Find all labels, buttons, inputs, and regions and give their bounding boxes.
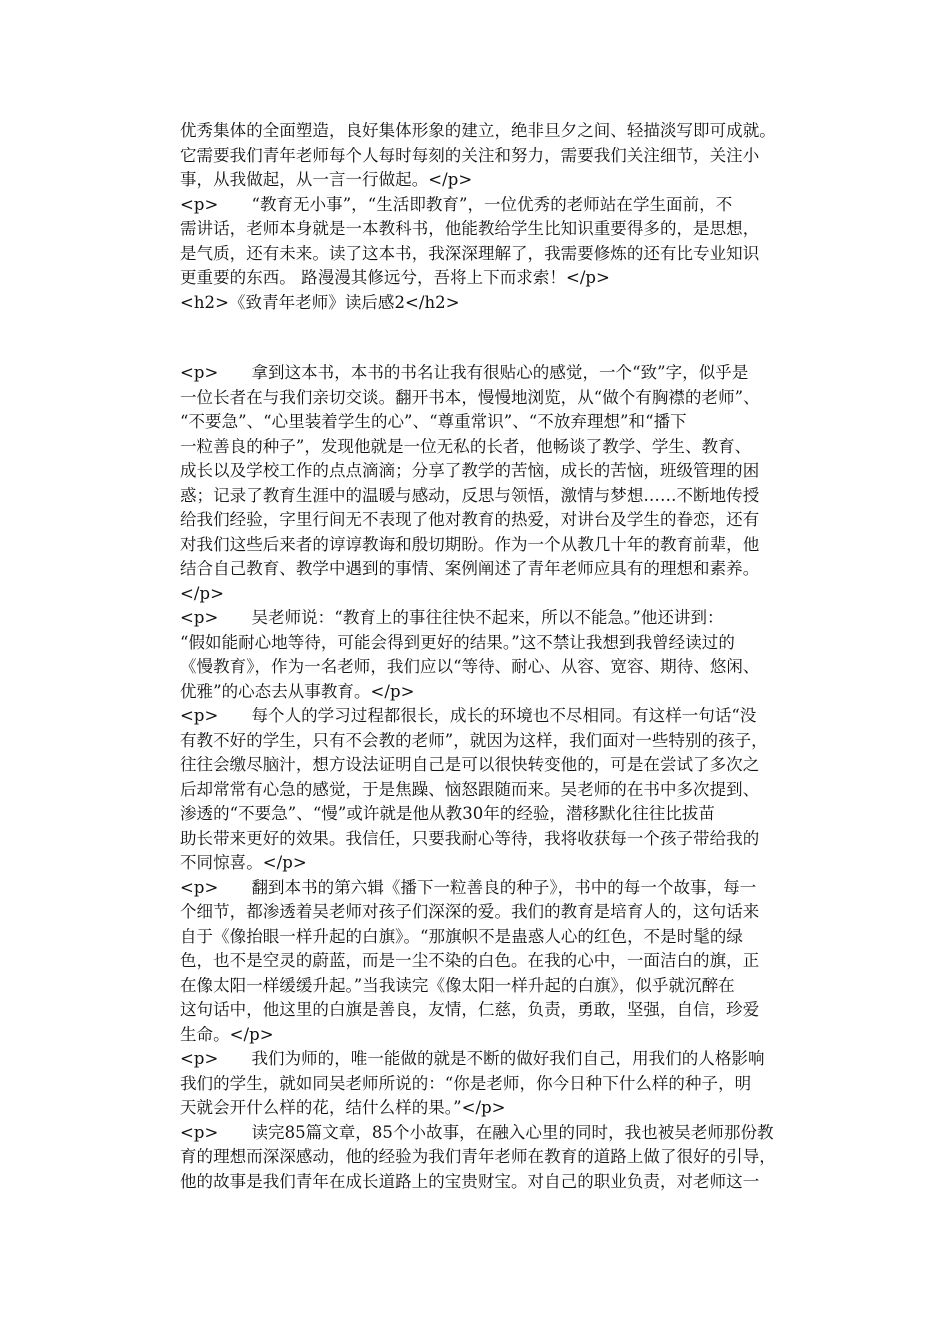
text-line: 优雅”的心态去从事教育。</p>	[180, 681, 415, 701]
text-line: 后却常常有心急的感觉，于是焦躁、恼怒跟随而来。吴老师的在书中多次提到、	[180, 779, 760, 799]
text-line: 惑；记录了教育生涯中的温暖与感动，反思与领悟，激情与梦想……不断地传授	[180, 485, 760, 505]
text-line: <p> 吴老师说：“教育上的事往往快不起来，所以不能急。”他还讲到：	[180, 608, 724, 627]
text-line: 一粒善良的种子”，发现他就是一位无私的长者，他畅谈了教学、学生、教育、	[180, 436, 752, 456]
text-line: 在像太阳一样缓缓升起。”当我读完《像太阳一样升起的白旗》，似乎就沉醉在	[180, 975, 735, 995]
text-line: 育的理想而深深感动，他的经验为我们青年老师在教育的道路上做了很好的引导，	[180, 1147, 776, 1166]
text-line: <p> 翻到本书的第六辑《播下一粒善良的种子》，书中的每一个故事，每一	[180, 877, 757, 897]
text-line: <h2>《致青年老师》读后感2</h2>	[180, 292, 460, 312]
text-line: “假如能耐心地等待，可能会得到更好的结果。”这不禁让我想到我曾经读过的	[180, 632, 735, 652]
text-line: 是气质，还有未来。读了这本书，我深深理解了，我需要修炼的还有比专业知识	[180, 243, 760, 263]
text-block-main	[180, 361, 780, 1194]
text-block-top	[180, 119, 780, 315]
text-line: “不要急”、“心里装着学生的心”、“尊重常识”、“不放弃理想”和“播下	[180, 412, 687, 431]
text-line: 更重要的东西。 路漫漫其修远兮，吾将上下而求索！</p>	[180, 268, 610, 287]
text-line: 色，也不是空灵的蔚蓝，而是一尘不染的白色。在我的心中，一面洁白的旗，正	[180, 951, 760, 970]
text-line: 自于《像抬眼一样升起的白旗》。“那旗帜不是蛊惑人心的红色，不是时髦的绿	[180, 926, 743, 946]
text-line: 它需要我们青年老师每个人每时每刻的关注和努力，需要我们关注细节，关注小	[180, 145, 760, 165]
text-line: 事，从我做起，从一言一行做起。</p>	[180, 170, 473, 189]
text-line: 我们的学生，就如同吴老师所说的：“你是老师，你今日种下什么样的种子，明	[180, 1073, 752, 1093]
text-line: <p> 我们为师的，唯一能做的就是不断的做好我们自己，用我们的人格影响	[180, 1049, 765, 1068]
text-line: 给我们经验，字里行间无不表现了他对教育的热爱，对讲台及学生的眷恋，还有	[180, 510, 760, 529]
text-line: 对我们这些后来者的谆谆教诲和殷切期盼。作为一个从教几十年的教育前辈，他	[180, 534, 760, 554]
text-line: </p>	[180, 583, 224, 603]
text-line: 生命。</p>	[180, 1024, 274, 1044]
text-line: 成长以及学校工作的点点滴滴；分享了教学的苦恼，成长的苦恼，班级管理的困	[180, 461, 760, 480]
text-line: <p> 读完85篇文章，85个小故事，在融入心里的同时，我也被吴老师那份教	[180, 1122, 774, 1142]
text-line: 需讲话，老师本身就是一本教科书，他能教给学生比知识重要得多的，是思想，	[180, 219, 760, 238]
text-line: 一位长者在与我们亲切交谈。翻开书本，慢慢地浏览，从“做个有胸襟的老师”、	[180, 387, 760, 407]
document-page	[180, 119, 780, 1194]
text-line: 不同惊喜。</p>	[180, 853, 307, 872]
text-line: 有教不好的学生，只有不会教的老师”，就因为这样，我们面对一些特别的孩子，	[180, 730, 768, 750]
text-line: 结合自己教育、教学中遇到的事情、案例阐述了青年老师应具有的理想和素养。	[180, 559, 760, 578]
text-line: 助长带来更好的效果。我信任，只要我耐心等待，我将收获每一个孩子带给我的	[180, 828, 760, 848]
text-line: 优秀集体的全面塑造，良好集体形象的建立，绝非旦夕之间、轻描淡写即可成就。	[180, 121, 776, 140]
text-line: <p> 拿到这本书，本书的书名让我有很贴心的感觉，一个“致”字，似乎是	[180, 363, 749, 382]
text-line: <p> 每个人的学习过程都很长，成长的环境也不尽相同。有这样一句话“没	[180, 706, 757, 725]
text-line: 《慢教育》，作为一名老师，我们应以“等待、耐心、从容、宽容、期待、悠闲、	[180, 657, 760, 676]
text-line: 这句话中，他这里的白旗是善良，友情，仁慈，负责，勇敢，坚强，自信，珍爱	[180, 1000, 760, 1019]
text-line: 他的故事是我们青年在成长道路上的宝贵财宝。对自己的职业负责，对老师这一	[180, 1171, 760, 1191]
text-line: 往往会缴尽脑汁，想方设法证明自己是可以很快转变他的，可是在尝试了多次之	[180, 755, 760, 774]
text-line: 天就会开什么样的花，结什么样的果。”</p>	[180, 1098, 506, 1117]
text-line: <p> “教育无小事”，“生活即教育”，一位优秀的老师站在学生面前，不	[180, 194, 733, 214]
text-line: 渗透的“不要急”、“慢”或许就是他从教30年的经验，潜移默化往往比拔苗	[180, 804, 715, 823]
text-line: 个细节，都渗透着吴老师对孩子们深深的爱。我们的教育是培育人的，这句话来	[180, 902, 760, 921]
section-gap	[180, 315, 780, 361]
